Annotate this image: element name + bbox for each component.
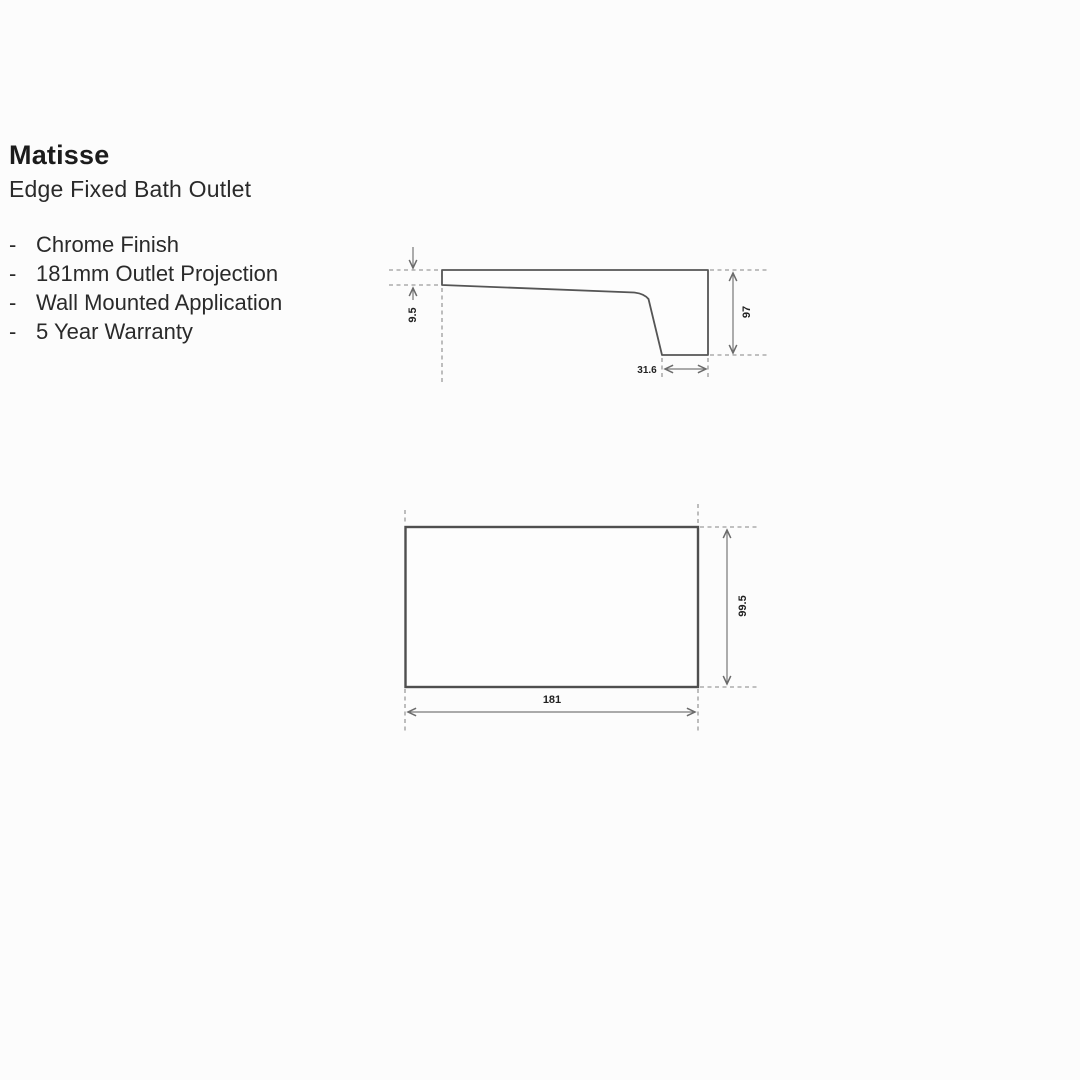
feature-item: [9, 230, 282, 259]
feature-bullet: -: [9, 289, 17, 315]
product-name: Matisse: [9, 140, 110, 170]
product-subtitle: Edge Fixed Bath Outlet: [9, 176, 252, 202]
feature-item: [9, 317, 282, 346]
feature-label: Wall Mounted Application: [36, 289, 283, 315]
side-view-drawing: [380, 233, 780, 393]
feature-label: 181mm Outlet Projection: [36, 260, 279, 286]
dim-label-outlet-lip: 31.6: [637, 365, 657, 376]
feature-item: [9, 259, 282, 288]
feature-label: Chrome Finish: [36, 231, 180, 257]
feature-bullet: -: [9, 260, 17, 286]
feature-list: [9, 230, 282, 346]
dim-label-projection: 181: [542, 694, 562, 706]
dim-label-spout-thickness: 9.5: [407, 307, 419, 323]
spout-profile-outline: [442, 270, 708, 355]
plan-outline-rect: [406, 527, 699, 687]
feature-item: [9, 288, 282, 317]
dim-label-overall-drop: 97: [741, 305, 753, 319]
feature-bullet: -: [9, 231, 17, 257]
dim-label-width: 99.5: [737, 595, 749, 617]
feature-bullet: -: [9, 318, 17, 344]
plan-view-drawing: [380, 498, 780, 743]
feature-label: 5 Year Warranty: [36, 318, 193, 344]
title-block: [9, 140, 251, 203]
